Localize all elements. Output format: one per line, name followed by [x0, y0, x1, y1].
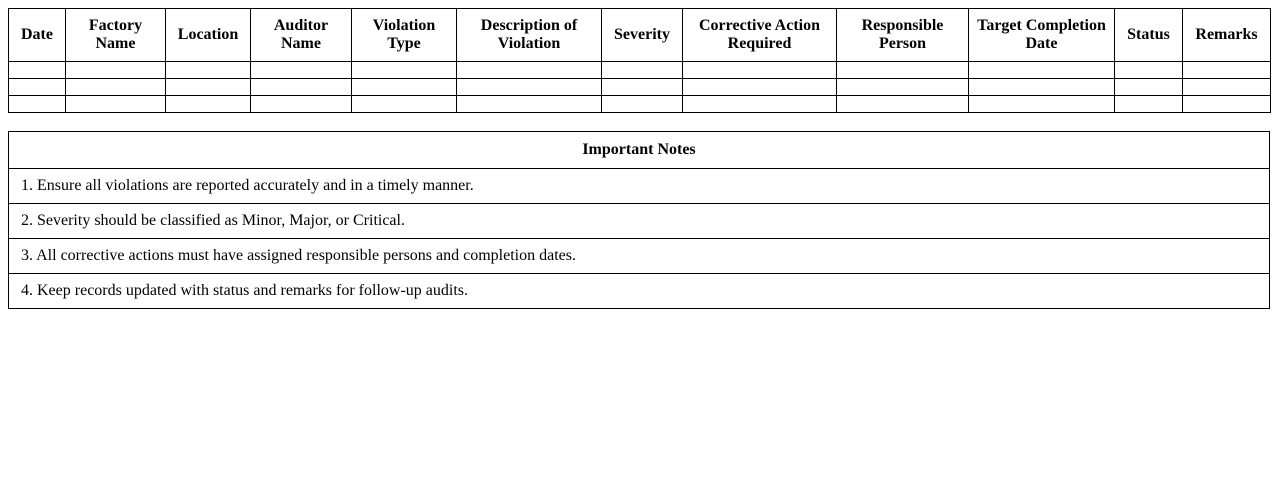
note-row [9, 274, 1270, 309]
table-cell[interactable] [1115, 62, 1183, 79]
table-cell[interactable] [251, 96, 352, 113]
column-header-auditor-name: Auditor Name [251, 9, 352, 62]
table-cell[interactable] [683, 79, 837, 96]
table-cell[interactable] [251, 79, 352, 96]
column-header-violation-type: Violation Type [352, 9, 457, 62]
table-cell[interactable] [602, 62, 683, 79]
column-header-responsible-person: Responsible Person [837, 9, 969, 62]
table-cell[interactable] [457, 96, 602, 113]
table-cell[interactable] [837, 79, 969, 96]
table-row [9, 79, 1271, 96]
column-header-severity: Severity [602, 9, 683, 62]
table-cell[interactable] [1183, 79, 1271, 96]
table-cell[interactable] [9, 96, 66, 113]
table-cell[interactable] [837, 62, 969, 79]
audit-log-table [8, 8, 1271, 113]
column-header-corrective-action-required: Corrective Action Required [683, 9, 837, 62]
table-cell[interactable] [166, 96, 251, 113]
table-cell[interactable] [352, 96, 457, 113]
table-cell[interactable] [352, 62, 457, 79]
table-cell[interactable] [683, 62, 837, 79]
table-cell[interactable] [969, 79, 1115, 96]
table-cell[interactable] [66, 79, 166, 96]
important-notes-table [8, 131, 1270, 309]
table-cell[interactable] [352, 79, 457, 96]
table-cell[interactable] [969, 62, 1115, 79]
table-cell[interactable] [683, 96, 837, 113]
note-row [9, 204, 1270, 239]
column-header-location: Location [166, 9, 251, 62]
column-header-description-of-violation: Description of Violation [457, 9, 602, 62]
table-cell[interactable] [837, 96, 969, 113]
column-header-factory-name: Factory Name [66, 9, 166, 62]
column-header-remarks: Remarks [1183, 9, 1271, 62]
note-item: 3. All corrective actions must have assigned responsible persons and completion dates. [9, 239, 1270, 274]
table-cell[interactable] [1115, 79, 1183, 96]
table-cell[interactable] [602, 96, 683, 113]
table-header-row [9, 9, 1271, 62]
table-cell[interactable] [66, 62, 166, 79]
note-item: 2. Severity should be classified as Minor, Major, or Critical. [9, 204, 1270, 239]
table-cell[interactable] [251, 62, 352, 79]
table-row [9, 96, 1271, 113]
table-cell[interactable] [602, 79, 683, 96]
table-row [9, 62, 1271, 79]
table-cell[interactable] [66, 96, 166, 113]
column-header-status: Status [1115, 9, 1183, 62]
table-cell[interactable] [166, 62, 251, 79]
table-cell[interactable] [457, 62, 602, 79]
table-cell[interactable] [9, 79, 66, 96]
column-header-target-completion-date: Target Completion Date [969, 9, 1115, 62]
note-item: 4. Keep records updated with status and remarks for follow-up audits. [9, 274, 1270, 309]
page [8, 8, 1270, 309]
table-cell[interactable] [969, 96, 1115, 113]
table-cell[interactable] [1183, 62, 1271, 79]
column-header-date: Date [9, 9, 66, 62]
table-cell[interactable] [1183, 96, 1271, 113]
table-cell[interactable] [9, 62, 66, 79]
notes-header-row [9, 132, 1270, 169]
table-cell[interactable] [1115, 96, 1183, 113]
note-row [9, 169, 1270, 204]
note-item: 1. Ensure all violations are reported accurately and in a timely manner. [9, 169, 1270, 204]
notes-title: Important Notes [9, 132, 1270, 169]
note-row [9, 239, 1270, 274]
table-cell[interactable] [166, 79, 251, 96]
table-cell[interactable] [457, 79, 602, 96]
